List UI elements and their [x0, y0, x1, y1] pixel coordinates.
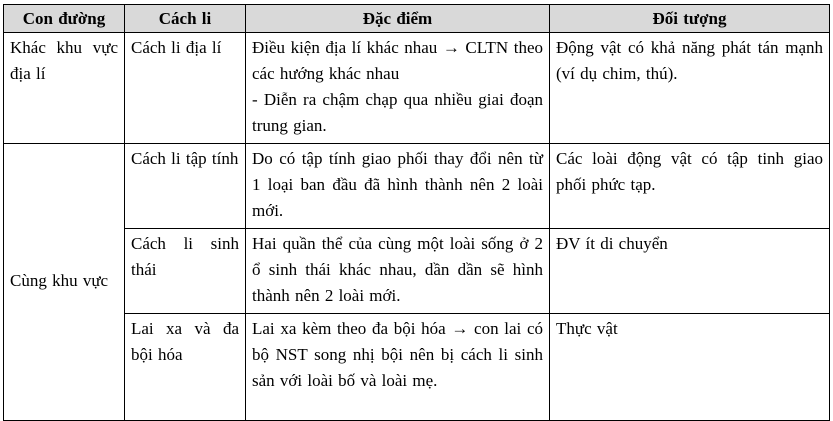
table-row	[4, 33, 830, 144]
route-cell: Khác khu vực địa lí	[4, 33, 125, 144]
table-row	[4, 314, 830, 421]
route-cell: Cùng khu vực	[4, 144, 125, 421]
feature-line: - Diễn ra chậm chạp qua nhiều giai đoạn trung gian.	[252, 90, 543, 135]
header-features: Đặc điểm	[246, 5, 550, 33]
features-cell	[246, 33, 550, 144]
feature-line: Điều kiện địa lí khác nhau → CLTN theo các hướng khác nhau	[252, 38, 543, 83]
isolation-cell: Cách li sinh thái	[125, 229, 246, 314]
subject-cell: ĐV ít di chuyển	[550, 229, 830, 314]
header-subject: Đối tượng	[550, 5, 830, 33]
features-cell: Lai xa kèm theo đa bội hóa → con lai có bộ NST song nhị bội nên bị cách li sinh sản với loài bố và loài mẹ.	[246, 314, 550, 421]
subject-cell: Các loài động vật có tập tinh giao phối phức tạp.	[550, 144, 830, 229]
features-cell: Hai quần thể của cùng một loài sống ở 2 ổ sinh thái khác nhau, dần dần sẽ hình thành nên 2 loài mới.	[246, 229, 550, 314]
table-row	[4, 144, 830, 229]
header-row	[4, 5, 830, 33]
table-row	[4, 229, 830, 314]
isolation-cell: Cách li tập tính	[125, 144, 246, 229]
isolation-cell: Cách li địa lí	[125, 33, 246, 144]
header-isolation: Cách li	[125, 5, 246, 33]
subject-cell: Động vật có khả năng phát tán mạnh (ví dụ chim, thú).	[550, 33, 830, 144]
subject-cell: Thực vật	[550, 314, 830, 421]
speciation-table	[3, 4, 830, 421]
header-route: Con đường	[4, 5, 125, 33]
isolation-cell: Lai xa và đa bội hóa	[125, 314, 246, 421]
features-cell: Do có tập tính giao phối thay đổi nên từ 1 loại ban đầu đã hình thành nên 2 loài mới.	[246, 144, 550, 229]
